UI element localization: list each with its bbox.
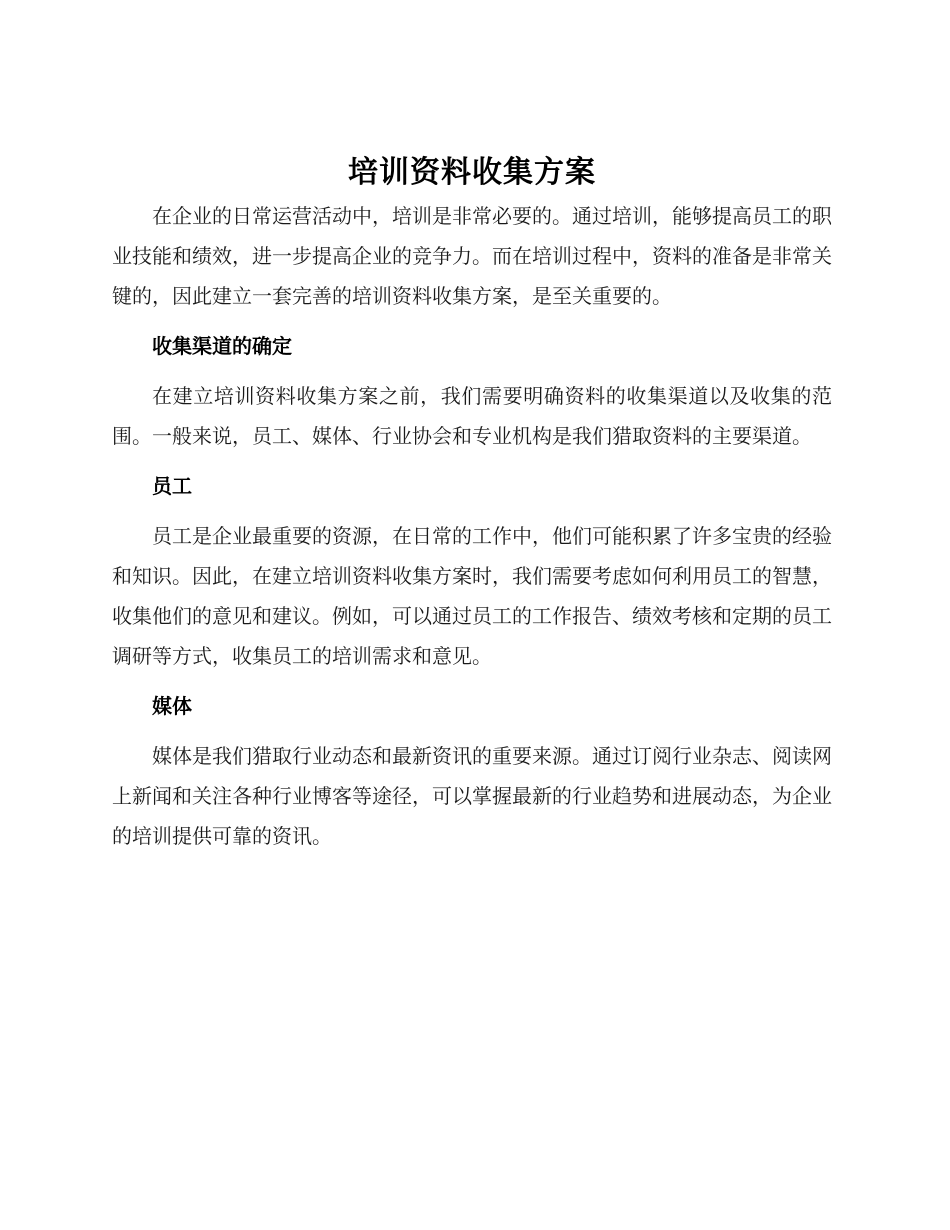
section-heading-employees: 员工 — [152, 474, 192, 498]
section-body-employees: 员工是企业最重要的资源，在日常的工作中，他们可能积累了许多宝贵的经验和知识。因此，在建立培训资料收集方案时，我们需要考虑如何利用员工的智慧，收集他们的意见和建议。例如，可以通过员工的工作报告、绩效考核和定期的员工调研等方式，收集员工的培训需求和意见。 — [112, 524, 832, 668]
document-content — [112, 150, 832, 866]
section-heading-media: 媒体 — [152, 694, 192, 718]
intro-paragraph: 在企业的日常运营活动中，培训是非常必要的。通过培训，能够提高员工的职业技能和绩效，进一步提高企业的竞争力。而在培训过程中，资料的准备是非常关键的，因此建立一套完善的培训资料收集方案，是至关重要的。 — [112, 204, 832, 308]
section-body-channels: 在建立培训资料收集方案之前，我们需要明确资料的收集渠道以及收集的范围。一般来说，员工、媒体、行业协会和专业机构是我们猎取资料的主要渠道。 — [112, 384, 832, 448]
section-heading-channels: 收集渠道的确定 — [152, 334, 292, 358]
document-title: 培训资料收集方案 — [348, 155, 596, 190]
section-body-media: 媒体是我们猎取行业动态和最新资讯的重要来源。通过订阅行业杂志、阅读网上新闻和关注各种行业博客等途径，可以掌握最新的行业趋势和进展动态，为企业的培训提供可靠的资讯。 — [112, 744, 832, 848]
